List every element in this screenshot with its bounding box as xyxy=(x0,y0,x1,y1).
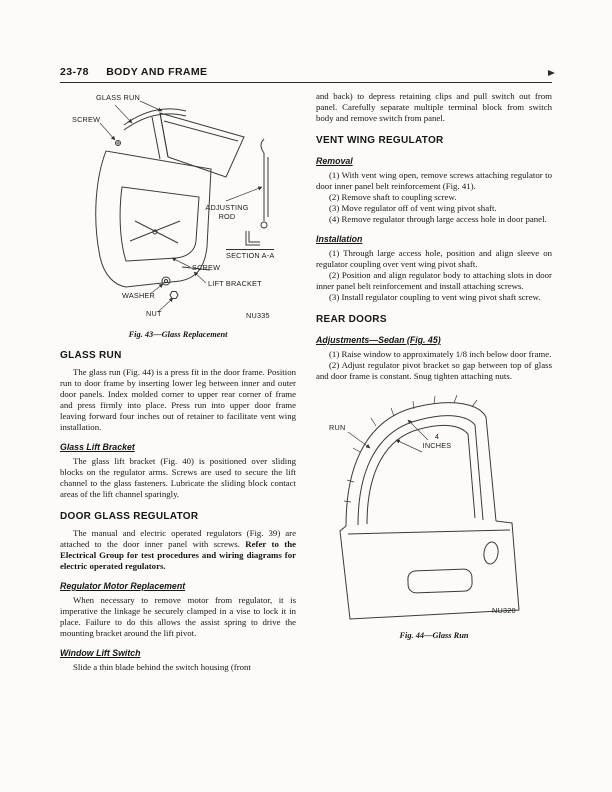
heading-door-glass-regulator: DOOR GLASS REGULATOR xyxy=(60,511,199,522)
heading-window-lift-switch: Window Lift Switch xyxy=(60,648,141,658)
installation-step: (3) Install regulator coupling to vent wing pivot shaft screw. xyxy=(329,292,541,302)
bold-note-electrical-group: Refer to the Electrical Group for test procedures and wiring diagrams for electric operated regulators. xyxy=(60,539,296,571)
heading-adjustments-sedan: Adjustments—Sedan (Fig. 45) xyxy=(316,335,441,345)
fig43-label-screw-mid: SCREW xyxy=(192,263,221,272)
left-column xyxy=(60,91,296,673)
fig43-label-nut: NUT xyxy=(146,309,162,318)
adjustment-step: (2) Adjust regulator pivot bracket so gap between top of glass and door frame is constant. Snug tighten attaching nuts. xyxy=(316,360,552,381)
page-header xyxy=(60,66,552,82)
heading-rear-doors: REAR DOORS xyxy=(316,314,387,325)
fig43-label-glass-run: GLASS RUN xyxy=(96,93,140,102)
fig43-label-washer: WASHER xyxy=(122,291,155,300)
right-column xyxy=(316,91,552,673)
fig43-label-screw-top: SCREW xyxy=(72,115,101,124)
heading-glass-run: GLASS RUN xyxy=(60,350,122,361)
fig44-label-4-inches: 4 INCHES xyxy=(422,432,452,450)
page-title: BODY AND FRAME xyxy=(106,66,208,78)
heading-vent-wing-regulator: VENT WING REGULATOR xyxy=(316,135,444,146)
fig43-label-lift-bracket: LIFT BRACKET xyxy=(208,279,262,288)
fig43-line-art xyxy=(60,91,296,327)
fig44-caption: Fig. 44—Glass Run xyxy=(399,631,469,640)
removal-step: (4) Remove regulator through large access hole in door panel. xyxy=(329,214,547,224)
paragraph-regulator-motor: When necessary to remove motor from regulator, it is imperative the linkage be securely clamped in a vise to lock it in place. Failure to do this allows the assist spring to drive the mounting bracket around the lift pivot. xyxy=(60,595,296,638)
figure-44 xyxy=(316,390,552,640)
paragraph-glass-run: The glass run (Fig. 44) is a press fit in the door frame. Position run to door frame by inserting lower leg between inner and outer door panels. Index molded corner to upper rear corner of frame and press firmly into place. Press run into upper door frame leaving forward four inches out of retainer to facilitate vent wing installation. xyxy=(60,367,296,432)
paragraph-door-glass-regulator: The manual and electric operated regulators (Fig. 39) are attached to the door inner panel with screws. Refer to the Electrical Group for test procedures and wiring diagrams for electric operated regulators. xyxy=(60,528,296,571)
removal-step: (3) Move regulator off of vent wing pivot shaft. xyxy=(329,203,497,213)
fig43-label-adjusting-rod: ADJUSTING ROD xyxy=(205,203,249,221)
fig44-line-art xyxy=(316,390,552,626)
fig43-label-section-aa: SECTION A-A xyxy=(226,251,275,260)
removal-step: (1) With vent wing open, remove screws attaching regulator to door inner panel belt reinforcement (Fig. 41). xyxy=(316,170,552,191)
heading-installation: Installation xyxy=(316,234,363,244)
removal-step: (2) Remove shaft to coupling screw. xyxy=(329,192,457,202)
page-number: 23-78 xyxy=(60,66,89,78)
heading-regulator-motor-replacement: Regulator Motor Replacement xyxy=(60,581,186,591)
figure-43 xyxy=(60,91,296,339)
installation-step: (1) Through large access hole, position and align sleeve on regulator coupling over vent wing pivot shaft. xyxy=(316,248,552,269)
header-rule xyxy=(60,82,552,83)
paragraph-window-lift-switch: Slide a thin blade behind the switch housing (front xyxy=(73,662,251,672)
fig44-ref-code: NU320 xyxy=(492,606,516,615)
installation-step: (2) Position and align regulator body to attaching slots in door inner panel belt reinforcement and install attaching screws. xyxy=(316,270,552,291)
paragraph-continuation: and back) to depress retaining clips and pull switch out from panel. Carefully separate multiple terminal block from switch body and remove switch from panel. xyxy=(316,91,552,123)
fig44-label-run: RUN xyxy=(329,423,346,432)
heading-removal: Removal xyxy=(316,156,353,166)
paragraph-glass-lift-bracket: The glass lift bracket (Fig. 40) is positioned over sliding blocks on the regulator arms. Screws are used to secure the lift channel to the glass fasteners. Lubricate the sliding block contact areas of the lift channel sparingly. xyxy=(60,456,296,499)
fig43-ref-code: NU335 xyxy=(246,311,270,320)
fig43-caption: Fig. 43—Glass Replacement xyxy=(128,330,228,339)
heading-glass-lift-bracket: Glass Lift Bracket xyxy=(60,442,135,452)
adjustment-step: (1) Raise window to approximately 1/8 inch below door frame. xyxy=(329,349,552,359)
